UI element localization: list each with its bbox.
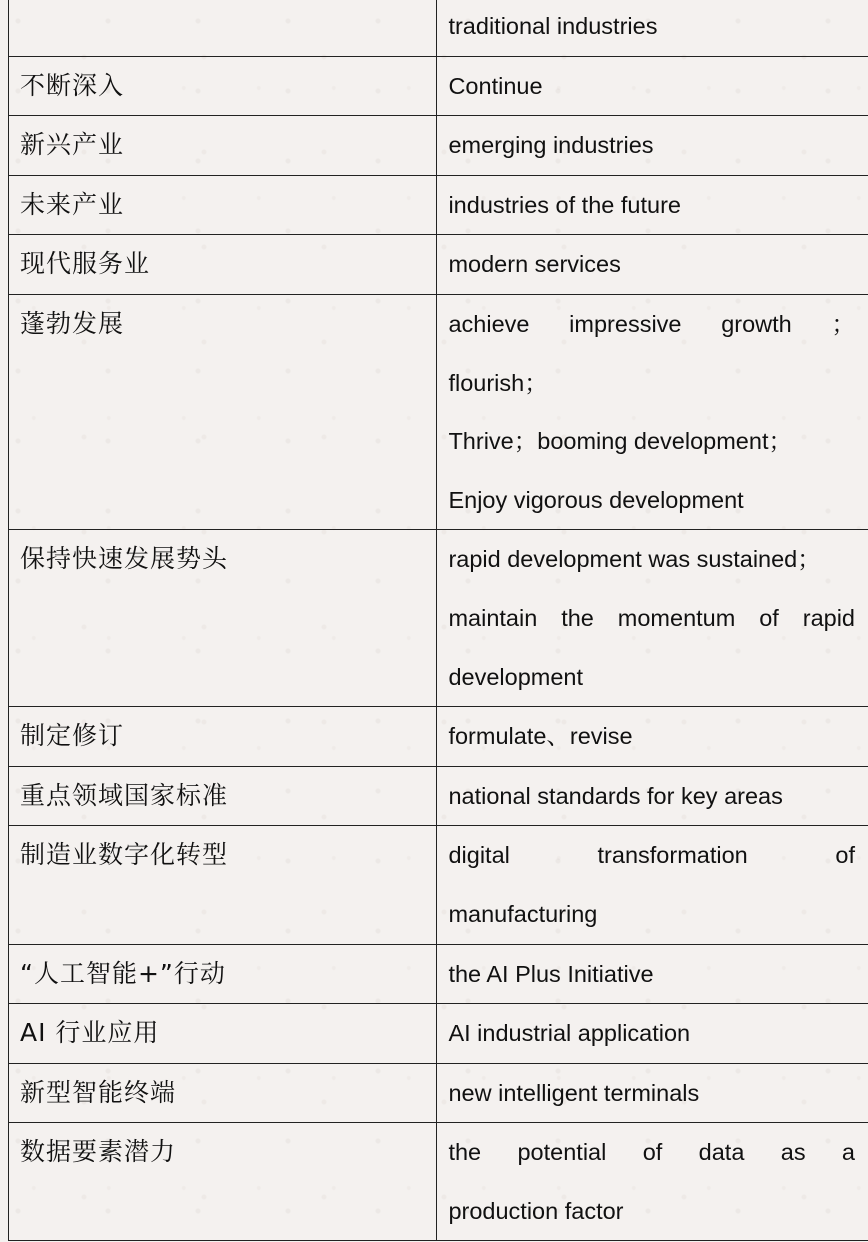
translation-line: flourish； bbox=[448, 369, 548, 396]
chinese-term: 保持快速发展势头 bbox=[9, 530, 437, 707]
translation-line: emerging industries bbox=[448, 132, 654, 159]
chinese-term: 新型智能终端 bbox=[9, 1063, 437, 1123]
table-row bbox=[9, 116, 868, 176]
table-row bbox=[9, 944, 868, 1004]
english-translation bbox=[437, 707, 868, 767]
chinese-term bbox=[9, 0, 437, 56]
translation-line: the AI Plus Initiative bbox=[448, 960, 654, 987]
chinese-term: AI 行业应用 bbox=[9, 1004, 437, 1064]
chinese-term: “人工智能+”行动 bbox=[9, 944, 437, 1004]
table-row bbox=[9, 826, 868, 944]
english-translation bbox=[437, 944, 868, 1004]
table-row bbox=[9, 0, 868, 56]
translation-line: industries of the future bbox=[448, 191, 681, 218]
chinese-term: 制定修订 bbox=[9, 707, 437, 767]
english-translation bbox=[437, 175, 868, 235]
translation-line: traditional industries bbox=[448, 13, 658, 39]
chinese-term: 未来产业 bbox=[9, 175, 437, 235]
translation-line: Enjoy vigorous development bbox=[448, 486, 744, 513]
table-row bbox=[9, 530, 868, 707]
english-translation bbox=[437, 826, 868, 944]
english-translation bbox=[437, 56, 868, 116]
english-translation bbox=[437, 0, 868, 56]
table-row bbox=[9, 1123, 868, 1241]
translation-line: AI industrial application bbox=[448, 1020, 691, 1047]
translation-line: maintain the momentum of rapid bbox=[448, 604, 855, 631]
translation-line: modern services bbox=[448, 251, 621, 278]
translation-line: Thrive；booming development； bbox=[448, 428, 792, 455]
translation-line: new intelligent terminals bbox=[448, 1079, 700, 1106]
translation-line: development bbox=[448, 663, 584, 690]
table-row bbox=[9, 235, 868, 295]
table-row bbox=[9, 294, 868, 529]
table-row bbox=[9, 175, 868, 235]
translation-line: formulate、revise bbox=[448, 723, 633, 750]
chinese-term: 不断深入 bbox=[9, 56, 437, 116]
english-translation bbox=[437, 1063, 868, 1123]
translation-line: Continue bbox=[448, 72, 543, 99]
translation-line: rapid development was sustained； bbox=[448, 546, 821, 573]
translation-line: digital transformation of bbox=[448, 842, 855, 869]
table-row bbox=[9, 56, 868, 116]
translation-line: achieve impressive growth ； bbox=[448, 310, 855, 337]
english-translation bbox=[437, 1123, 868, 1241]
chinese-term: 新兴产业 bbox=[9, 116, 437, 176]
translation-line: manufacturing bbox=[448, 900, 598, 927]
chinese-term: 重点领域国家标准 bbox=[9, 766, 437, 826]
chinese-term: 蓬勃发展 bbox=[9, 294, 437, 529]
translation-line: national standards for key areas bbox=[448, 782, 783, 809]
english-translation bbox=[437, 530, 868, 707]
english-translation bbox=[437, 294, 868, 529]
table-row bbox=[9, 766, 868, 826]
translation-line: the potential of data as a bbox=[448, 1139, 855, 1166]
english-translation bbox=[437, 1004, 868, 1064]
english-translation bbox=[437, 766, 868, 826]
table-row bbox=[9, 707, 868, 767]
chinese-term: 数据要素潜力 bbox=[9, 1123, 437, 1241]
translation-line: production factor bbox=[448, 1197, 624, 1224]
chinese-term: 现代服务业 bbox=[9, 235, 437, 295]
glossary-table bbox=[8, 0, 868, 1241]
table-row bbox=[9, 1063, 868, 1123]
english-translation bbox=[437, 116, 868, 176]
chinese-term: 制造业数字化转型 bbox=[9, 826, 437, 944]
english-translation bbox=[437, 235, 868, 295]
table-row bbox=[9, 1004, 868, 1064]
